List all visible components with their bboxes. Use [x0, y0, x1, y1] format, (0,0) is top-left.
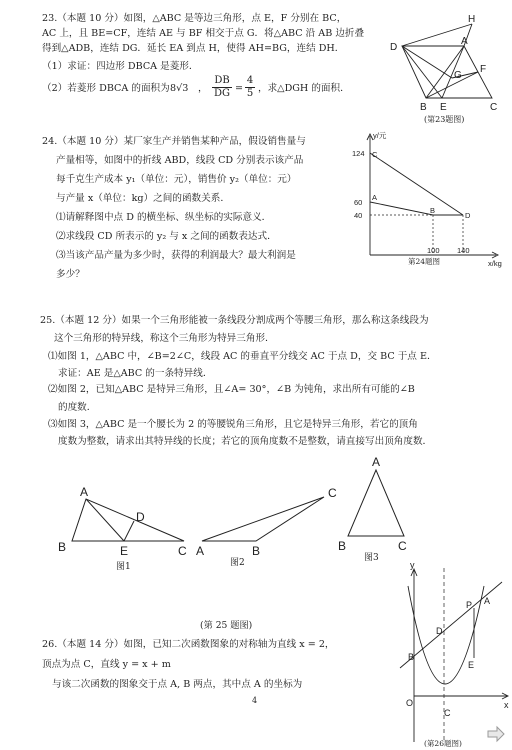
fig2-caption: 图2: [230, 558, 245, 568]
svg-text:B: B: [252, 544, 261, 558]
q24-line4: 与产量 x（单位：kg）之间的函数关系．: [56, 193, 230, 204]
svg-text:A: A: [372, 455, 381, 469]
q24-line6: ⑵求线段 CD 所表示的 y₂ 与 x 之间的函数表达式．: [56, 231, 277, 242]
frac-numerator: 4: [246, 75, 254, 86]
frac-denominator: 5: [246, 88, 254, 99]
q26-label-E: E: [468, 660, 475, 670]
q25-line3: ⑴如图 1，△ABC 中，∠B=2∠C，线段 AC 的垂直平分线交 AC 于点 D，交 BC 于点 E．: [48, 351, 437, 362]
tick-100: 100: [427, 246, 440, 255]
q24-line2: 产量相等，如图中的折线 ABD，线段 CD 分别表示该产品: [56, 155, 304, 166]
q24-line5: ⑴请解释图中点 D 的横坐标、纵坐标的实际意义．: [56, 212, 272, 223]
q26-figure: [398, 562, 512, 750]
label-C: C: [490, 102, 498, 113]
svg-text:B: B: [338, 539, 347, 553]
q23-fraction-right: [245, 76, 255, 99]
q23-figure: [388, 14, 508, 124]
q26-line2: 顶点为点 C，直线 y = x + m: [42, 659, 171, 670]
q25-line8: 度数为整数，请求出其特异线的长度；若它的顶角度数不是整数，请直接写出顶角度数．: [58, 436, 433, 447]
q25-line1: 25.（本题 12 分）如果一个三角形能被一条线段分割成两个等腰三角形，那么称这条线段为: [40, 315, 429, 326]
q26-line1: 26.（本题 14 分）如图，已知二次函数图象的对称轴为直线 x = 2，: [42, 639, 335, 650]
q23-line3: 得到△ADB，连结 DG．延长 EA 到点 H，使得 AH=BG，连结 DH．: [42, 43, 345, 54]
q24-line3: 每千克生产成本 y₁（单位：元），销售价 y₂（单位：元）: [56, 174, 297, 185]
point-A: A: [372, 193, 378, 202]
q23-comma: ，: [198, 83, 208, 94]
svg-text:D: D: [136, 510, 145, 524]
next-page-arrow-icon[interactable]: [486, 726, 506, 742]
svg-text:B: B: [58, 540, 67, 554]
q26-line3: 与该二次函数的图象交于点 A, B 两点，其中点 A 的坐标为: [52, 679, 303, 690]
svg-text:A: A: [196, 544, 205, 558]
label-B: B: [420, 102, 427, 113]
q26-label-x: x: [504, 700, 509, 710]
label-A: A: [461, 36, 468, 47]
page-number: 4: [252, 696, 258, 705]
q23-area-value: 8√3: [170, 83, 189, 94]
svg-text:C: C: [398, 539, 407, 553]
fig3-caption: 图3: [364, 553, 379, 563]
q23-line1: 23.（本题 10 分）如图，△ABC 是等边三角形，点 E，F 分别在 BC，: [42, 13, 347, 24]
q24-line1: 24.（本题 10 分）某厂家生产并销售某种产品，假设销售量与: [42, 136, 306, 147]
point-B: B: [430, 206, 436, 215]
q26-label-B: B: [408, 652, 415, 662]
q25-line6: 的度数．: [58, 402, 97, 413]
q23-line2: AC 上，且 BE=CF，连结 AE 与 BF 相交于点 G．将△ABC 沿 AB 边折叠: [42, 28, 365, 39]
q26-label-A: A: [484, 596, 491, 606]
q23-equals: =: [235, 83, 244, 94]
q25-fig2: [196, 485, 346, 575]
q25-line7: ⑶如图 3，△ABC 是一个腰长为 2 的等腰锐角三角形，且它是特异三角形，若它的顶角: [48, 419, 418, 430]
q23-line4: （1）求证：四边形 DBCA 是菱形．: [42, 61, 199, 72]
q24-graph: [348, 130, 508, 270]
tick-124: 124: [352, 149, 365, 158]
q25-fig1: [56, 485, 196, 575]
point-C: C: [372, 150, 378, 159]
q25-line2: 这个三角形的特异线，称这个三角形为特异三角形．: [54, 333, 275, 344]
label-D: D: [390, 42, 398, 53]
q23-fraction-left: [212, 76, 232, 99]
q26-caption: (第26题图): [424, 739, 462, 748]
label-G: G: [454, 70, 462, 81]
q26-label-y: y: [410, 560, 415, 570]
graph-ylabel: y/元: [373, 131, 387, 140]
tick-140: 140: [457, 246, 470, 255]
q26-label-D: D: [436, 626, 443, 636]
graph-xlabel: x/kg: [488, 259, 502, 268]
svg-text:C: C: [178, 544, 187, 558]
label-E: E: [440, 102, 447, 113]
q25-line4: 求证：AE 是△ABC 的一条特异线．: [58, 368, 213, 379]
point-D: D: [465, 211, 471, 220]
label-H: H: [468, 14, 476, 25]
q23-caption: (第23题图): [424, 115, 465, 124]
tick-40: 40: [354, 211, 363, 220]
svg-text:E: E: [120, 544, 129, 558]
fig1-caption: 图1: [116, 562, 131, 572]
q26-label-O: O: [406, 698, 414, 708]
q26-label-P: P: [466, 600, 473, 610]
q24-caption: 第24题图: [408, 257, 441, 266]
frac-numerator: DB: [214, 75, 230, 86]
q26-label-C: C: [444, 708, 451, 718]
q25-fig3: [332, 456, 422, 566]
fig1-A: A: [80, 485, 89, 499]
q24-line7: ⑶当该产品产量为多少时，获得的利润最大？最大利润是: [56, 250, 296, 261]
q23-line5a: （2）若菱形 DBCA 的面积为: [42, 83, 170, 94]
q25-line5: ⑵如图 2，已知△ABC 是特异三角形，且∠A= 30°，∠B 为钝角，求出所有可能的∠B: [48, 384, 415, 395]
tick-60: 60: [354, 198, 363, 207]
svg-text:C: C: [328, 486, 337, 500]
label-F: F: [480, 64, 487, 75]
q24-line8: 多少？: [56, 269, 85, 280]
frac-denominator: DG: [213, 88, 230, 99]
q25-caption: (第 25 题图): [200, 620, 253, 631]
q23-line5b: ，求△DGH 的面积．: [258, 83, 350, 94]
